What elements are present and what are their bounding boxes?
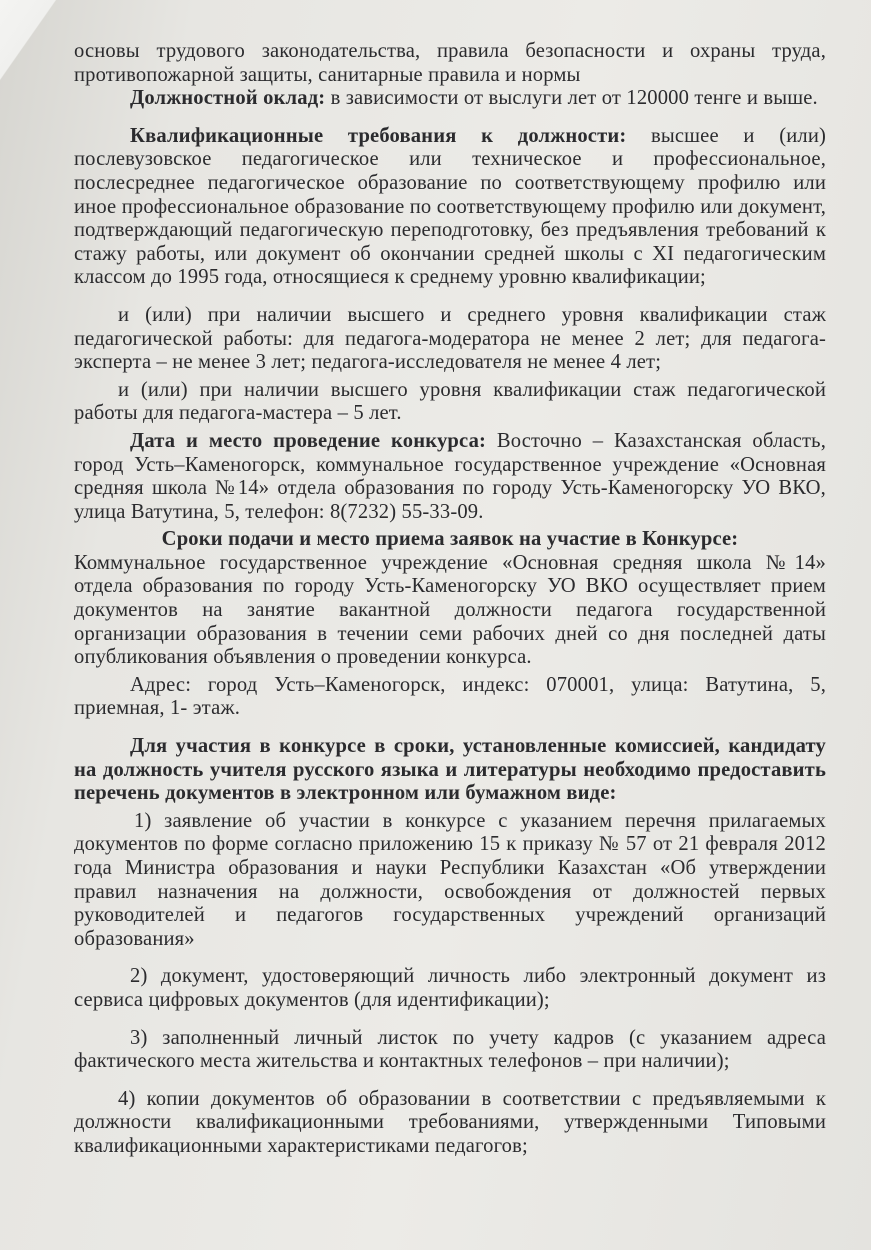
paragraph-salary <box>74 87 826 111</box>
list-item-1: 1) заявление об участии в конкурсе с указанием перечня прилагаемых документов по форме согласно приложению 15 к приказу № 57 от 21 февраля 2012 года Министра образования и науки Республики Казахстан «Об утверждении правил назначения на должности, освобождения от должностей первых руководителей и педагогов государственных учреждений организаций образования» <box>74 809 826 950</box>
documents-heading: Для участия в конкурсе в сроки, установленные комиссией, кандидату на должность учителя русского языка и литературы необходимо предоставить перечень документов в электронном или бумажном виде: <box>74 735 826 805</box>
list-item-3: 3) заполненный личный листок по учету кадров (с указанием адреса фактического места жительства и контактных телефонов – при наличии); <box>74 1026 826 1073</box>
list-item-2: 2) документ, удостоверяющий личность либо электронный документ из сервиса цифровых документов (для идентификации); <box>74 965 826 1011</box>
contest-place-label: Дата и место проведение конкурса: <box>130 429 487 452</box>
paragraph-safety-rules: основы трудового законодательства, правила безопасности и охраны труда, противопожарной защиты, санитарные правила и нормы <box>74 40 826 86</box>
qualification-label: Квалификационные требования к должности: <box>130 124 627 147</box>
contest-place-text: Восточно – Казахстанская область, город Усть–Каменогорск, коммунальное государственное учреждение «Основная средняя школа №14» отдела образования по городу Усть-Каменогорску УО ВКО, улица Ватутина, 5, телефон: 8(7232) 55-33-09. <box>74 429 826 523</box>
paragraph-address: Адрес: город Усть–Каменогорск, индекс: 070001, улица: Ватутина, 5, приемная, 1- этаж. <box>74 673 826 720</box>
list-item-4: 4) копии документов об образовании в соответствии с предъявляемыми к должности квалификационными требованиями, утвержденными Типовыми квалификационными характеристиками педагогов; <box>74 1087 826 1157</box>
paragraph-experience-2: и (или) при наличии высшего уровня квалификации стаж педагогической работы для педагога-мастера – 5 лет. <box>74 378 826 425</box>
deadline-heading: Сроки подачи и место приема заявок на участие в Конкурсе: <box>161 528 739 551</box>
salary-label: Должностной оклад: <box>130 87 326 110</box>
paragraph-contest-place <box>74 430 826 524</box>
document-body <box>74 40 826 1159</box>
page-corner-fold <box>0 0 60 90</box>
paragraph-experience-1: и (или) при наличии высшего и среднего уровня квалификации стаж педагогической работы: для педагога-модератора не менее 2 лет; для педагога-эксперта – не менее 3 лет; педагога-исследователя не менее 4 лет; <box>74 303 826 374</box>
qualification-text: высшее и (или) послевузовское педагогическое или техническое и профессиональное, послесреднее педагогическое образование по соответствующему профилю или иное профессиональное образование по соответствующему профилю или документ, подтверждающий педагогическую переподготовку, без предъявления требований к стажу работы, или документ об окончании средней школы с XI педагогическим классом до 1995 года, относящиеся к среднему уровню квалификации; <box>74 124 826 289</box>
paragraph-qualification <box>74 125 826 290</box>
paragraph-deadline: Коммунальное государственное учреждение «Основная средняя школа №14» отдела образования по городу Усть-Каменогорску УО ВКО осуществляет прием документов на занятие вакантной должности педагога государственной организации образования в течении семи рабочих дней со дня последней даты опубликования объявления о проведении конкурса. <box>74 551 826 669</box>
salary-text: в зависимости от выслуги лет от 120000 тенге и выше. <box>325 87 818 110</box>
